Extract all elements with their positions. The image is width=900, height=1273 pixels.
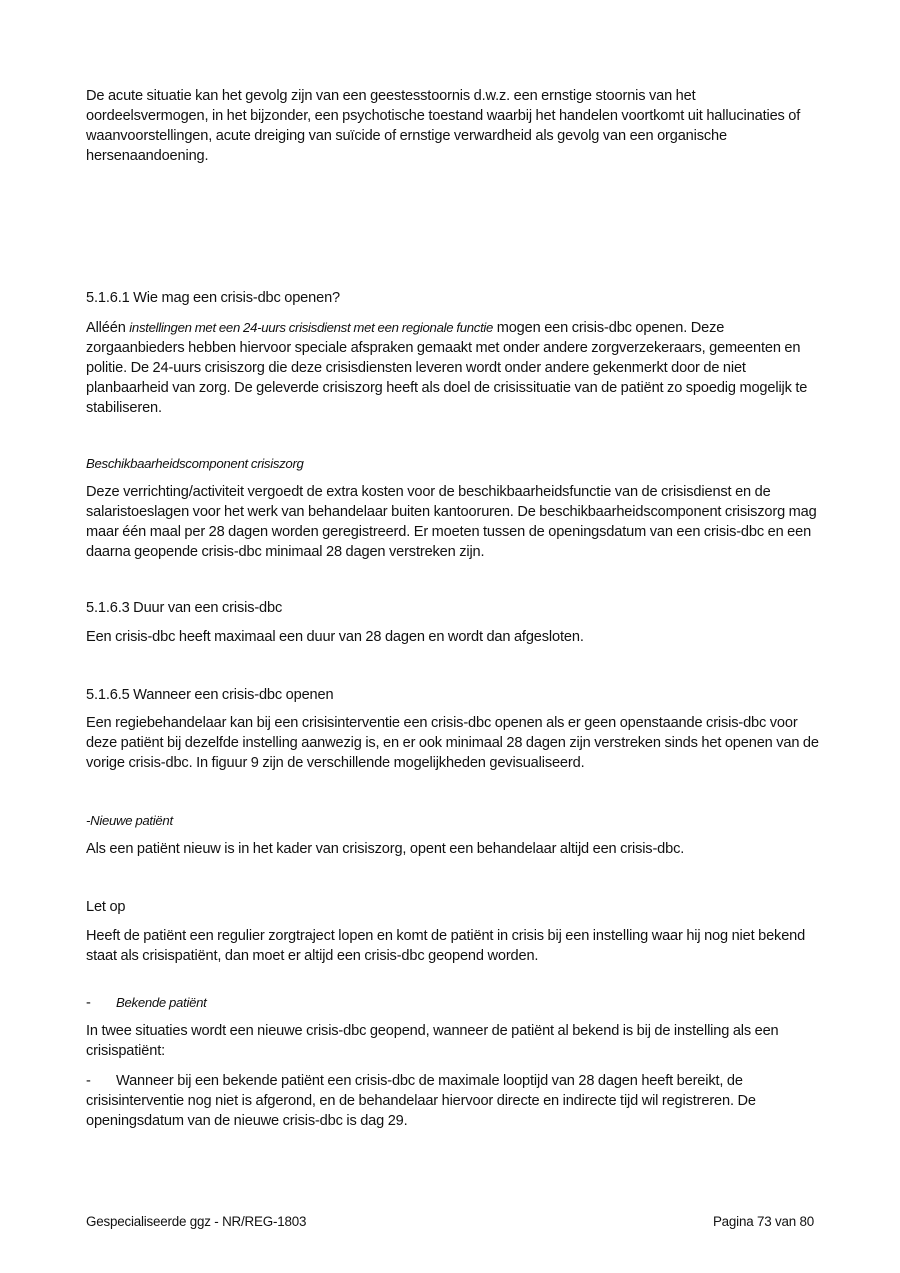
beschikbaarheid-heading: Beschikbaarheidscomponent crisiszorg bbox=[86, 456, 304, 471]
bekende-patient-intro bbox=[86, 1021, 821, 1061]
bekende-patient-label: Bekende patiënt bbox=[116, 995, 207, 1010]
intro-text: De acute situatie kan het gevolg zijn van een geestesstoornis d.w.z. een ernstige stoornis van het oordeelsvermogen, in het bijzonder, een psychotische toestand waarbij het handelen voortkomt uit hallucinaties of waanvoorstellingen, acute dreiging van suïcide of ernstige verwardheid als gevolg van een organische hersenaandoening. bbox=[86, 88, 801, 164]
section-5165-paragraph bbox=[86, 713, 821, 773]
dash-bullet: - bbox=[86, 1073, 91, 1089]
item-1-first-line: Wanneer bij een bekende patiënt een crisis-dbc de maximale looptijd van 28 dagen heeft bereikt, de bbox=[116, 1073, 743, 1089]
para-italic-emphasis: instellingen met een 24-uurs crisisdienst met een regionale functie bbox=[129, 320, 494, 335]
beschikbaarheid-text: Deze verrichting/activiteit vergoedt de extra kosten voor de beschikbaarheidsfunctie van de crisisdienst en de salaristoeslagen voor het werk van behandelaar buiten kantooruren. De beschikbaarheidscomponent crisiszorg mag maar één maal per 28 dagen worden geregistreerd. Er moeten tussen de openingsdatum van een crisis-dbc en een daarna geopende crisis-dbc minimaal 28 dagen verstreken zijn. bbox=[86, 484, 817, 560]
section-5161-heading: 5.1.6.1 Wie mag een crisis-dbc openen? bbox=[86, 290, 341, 306]
section-5163-text: Een crisis-dbc heeft maximaal een duur van 28 dagen en wordt dan afgesloten. bbox=[86, 629, 584, 645]
section-5163-heading: 5.1.6.3 Duur van een crisis-dbc bbox=[86, 600, 283, 616]
bekende-patient-heading bbox=[86, 993, 821, 1013]
section-5161-paragraph bbox=[86, 318, 821, 418]
nieuwe-patient-paragraph bbox=[86, 839, 821, 859]
nieuwe-patient-text: Als een patiënt nieuw is in het kader van crisiszorg, opent een behandelaar altijd een crisis-dbc. bbox=[86, 841, 685, 857]
para-rest: mogen een crisis-dbc openen. Deze zorgaanbieders hebben hiervoor speciale afspraken gemaakt met onder andere zorgverzekeraars, gemeenten en politie. De 24-uurs crisiszorg die deze crisisdiensten leveren wordt onder andere gekenmerkt door de niet planbaarheid van zorg. De geleverde crisiszorg heeft als doel de crisissituatie van de patiënt zo spoedig mogelijk te stabiliseren. bbox=[86, 320, 808, 416]
section-5165-heading: 5.1.6.5 Wanneer een crisis-dbc openen bbox=[86, 687, 334, 703]
nieuwe-patient-heading: -Nieuwe patiënt bbox=[86, 813, 173, 828]
item-1-rest: crisisinterventie nog niet is afgerond, en de behandelaar hiervoor directe en indirecte tijd wil registreren. De openingsdatum van de nieuwe crisis-dbc is dag 29. bbox=[86, 1093, 756, 1129]
let-op-heading: Let op bbox=[86, 899, 126, 915]
footer-document-id: Gespecialiseerde ggz - NR/REG-1803 bbox=[86, 1214, 307, 1229]
let-op-paragraph bbox=[86, 926, 821, 966]
let-op-text: Heeft de patiënt een regulier zorgtraject lopen en komt de patiënt in crisis bij een instelling waar hij nog niet bekend staat als crisispatiënt, dan moet er altijd een crisis-dbc geopend worden. bbox=[86, 928, 806, 964]
section-5163-paragraph bbox=[86, 627, 821, 647]
footer-page-number: Pagina 73 van 80 bbox=[712, 1214, 814, 1229]
beschikbaarheid-paragraph bbox=[86, 482, 821, 562]
bekende-patient-item-1 bbox=[86, 1071, 821, 1131]
bekende-patient-intro-text: In twee situaties wordt een nieuwe crisis-dbc geopend, wanneer de patiënt al bekend is bij de instelling als een crisispatiënt: bbox=[86, 1023, 779, 1059]
section-5165-text: Een regiebehandelaar kan bij een crisisinterventie een crisis-dbc openen als er geen openstaande crisis-dbc voor deze patiënt bij dezelfde instelling aanwezig is, en er ook minimaal 28 dagen zijn verstreken sinds het openen van de vorige crisis-dbc. In figuur 9 zijn de verschillende mogelijkheden gevisualiseerd. bbox=[86, 715, 819, 771]
intro-paragraph bbox=[86, 86, 821, 166]
para-lead: Alléén bbox=[86, 320, 130, 336]
dash-bullet: - bbox=[86, 995, 91, 1011]
